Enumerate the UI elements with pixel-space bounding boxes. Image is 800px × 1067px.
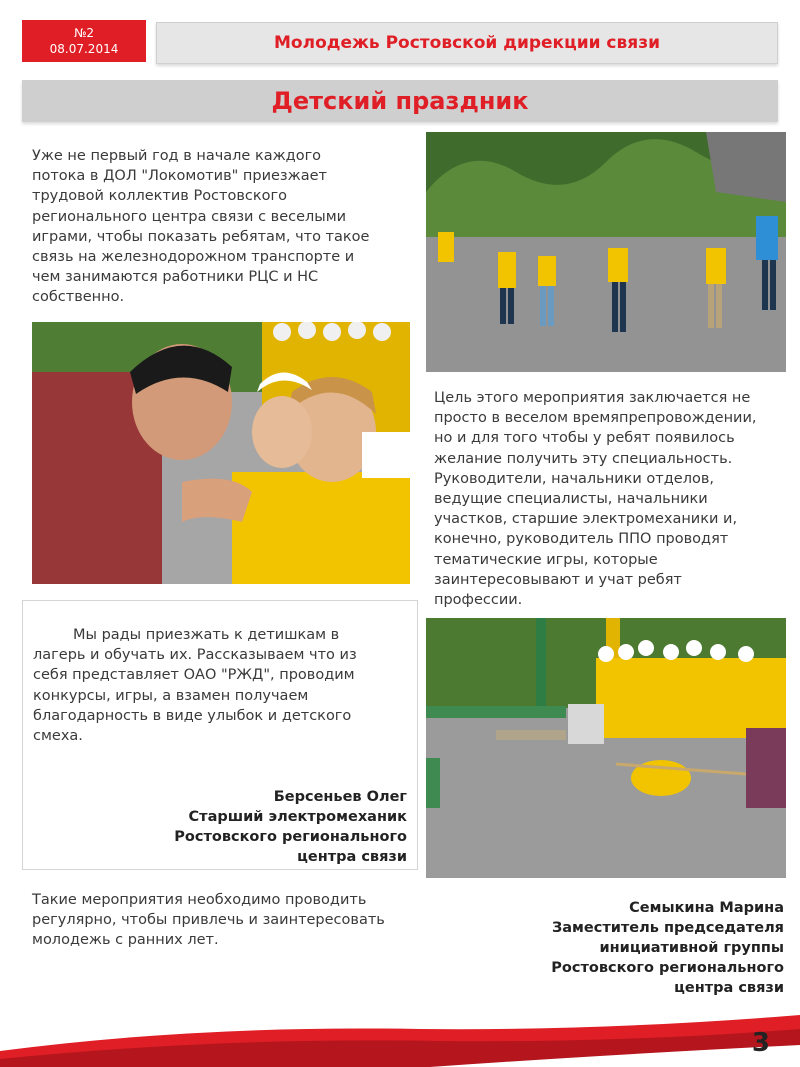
author-position: Ростовского регионального [551, 960, 784, 976]
text-line: регионального центра связи с веселыми [32, 208, 347, 225]
text-line: потока в ДОЛ "Локомотив" приезжает [32, 168, 327, 185]
text-line: играми, чтобы показать ребятам, что такое [32, 228, 370, 245]
article-title-bar [22, 80, 778, 122]
text-line: смеха. [33, 728, 83, 745]
author-position: Ростовского регионального [174, 829, 407, 845]
text-line: лагерь и обучать их. Рассказываем что из [33, 647, 357, 664]
text-line: тематические игры, которые [434, 551, 658, 568]
quote-author-signature [33, 787, 407, 867]
photo-kids-circle-game [426, 132, 786, 372]
text-line: ведущие специалисты, начальники [434, 491, 708, 508]
author-position: Заместитель председателя [551, 920, 784, 936]
text-line: конкурсы, игры, а взамен получаем [33, 687, 309, 704]
text-line: Такие мероприятия необходимо проводить [32, 892, 367, 908]
closing-paragraph [32, 890, 432, 951]
newsletter-title: Молодежь Ростовской дирекции связи [274, 33, 660, 53]
author-name: Семыкина Марина [629, 900, 784, 916]
text-line: Цель этого мероприятия заключается не [434, 390, 751, 406]
issue-badge [22, 20, 146, 62]
text-line: Руководители, начальники отделов, [434, 470, 714, 487]
second-author-signature [430, 898, 784, 998]
issue-number: №2 [73, 26, 95, 40]
issue-date: 08.07.2014 [49, 42, 119, 56]
text-line: Уже не первый год в начале каждого [32, 148, 322, 164]
newsletter-header [156, 22, 778, 64]
text-line: чем занимаются работники РЦС и НС [32, 269, 319, 286]
text-line: связь на железнодорожном транспорте и [32, 249, 355, 266]
author-position: инициативной группы [599, 940, 784, 956]
author-position: центра связи [674, 980, 784, 996]
quote-box [22, 600, 418, 870]
text-line: регулярно, чтобы привлечь и заинтересовать [32, 912, 385, 929]
photo-man-with-children [32, 322, 410, 584]
text-line: собственно. [32, 289, 125, 306]
intro-paragraph [32, 146, 412, 308]
text-line: молодежь с ранних лет. [32, 932, 219, 949]
text-line: благодарность в виде улыбок и детского [33, 707, 352, 724]
footer-decoration [0, 1015, 800, 1067]
author-name: Берсеньев Олег [273, 789, 407, 805]
author-position: Старший электромеханик [188, 809, 407, 825]
text-line: заинтересовывают и учат ребят [434, 571, 682, 588]
text-line: конечно, руководитель ППО проводят [434, 531, 729, 548]
text-line: просто в веселом времяпрепровождении, [434, 410, 757, 427]
photo-kids-tug-of-war [426, 618, 786, 878]
text-line: профессии. [434, 592, 523, 609]
author-position: центра связи [297, 849, 407, 865]
text-line: но и для того чтобы у ребят появилось [434, 430, 735, 447]
page-number: 3 [751, 1028, 770, 1058]
article-title: Детский праздник [271, 87, 529, 115]
quote-text [33, 625, 403, 746]
text-line: себя представляет ОАО "РЖД", проводим [33, 667, 355, 684]
text-line: участков, старшие электромеханики и, [434, 511, 738, 528]
text-line: Мы рады приезжать к детишкам в [73, 627, 340, 643]
text-line: желание получить эту специальность. [434, 450, 733, 467]
text-line: трудовой коллектив Ростовского [32, 188, 287, 205]
goal-paragraph [434, 388, 794, 610]
